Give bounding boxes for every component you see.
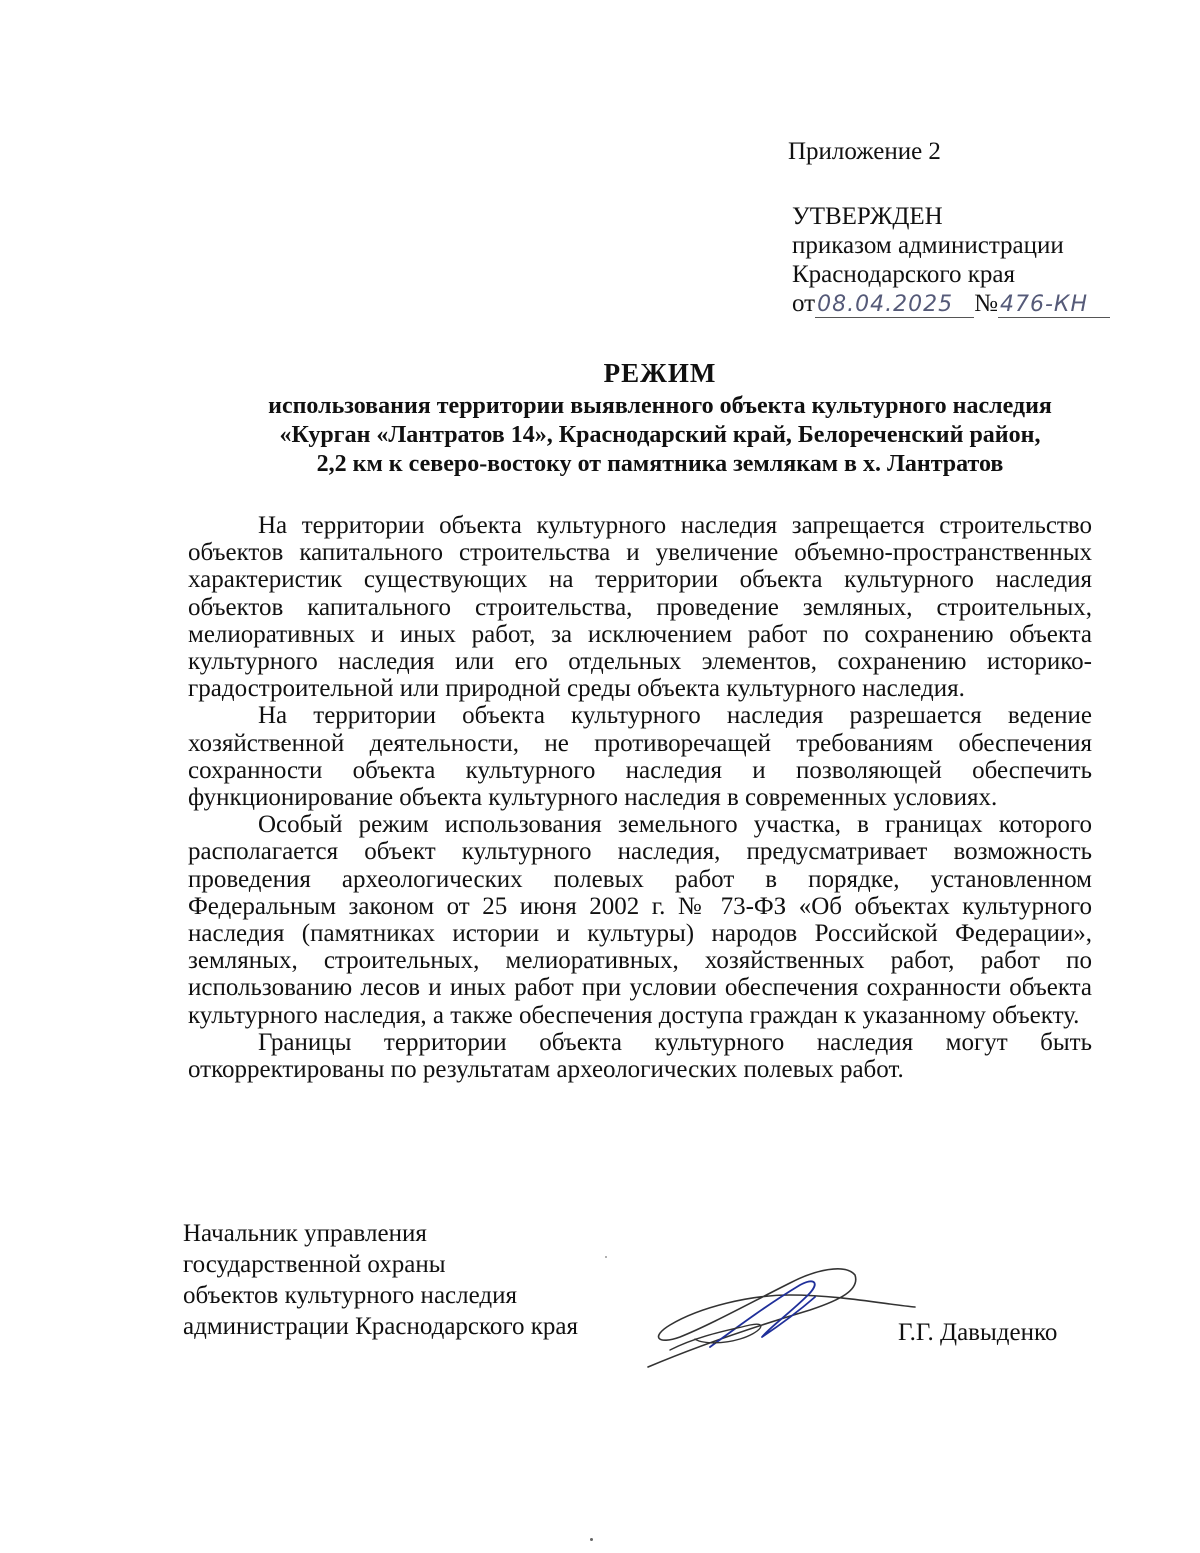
subtitle-line-1: использования территории выявленного объекта культурного наследия: [268, 393, 1052, 419]
signer-position-line-3: объектов культурного наследия: [183, 1282, 517, 1309]
handwritten-signature: [640, 1255, 930, 1375]
signer-position-line-4: администрации Краснодарского края: [183, 1313, 579, 1340]
document-title: РЕЖИМ: [603, 358, 717, 388]
signer-position-line-1: Начальник управления: [183, 1220, 427, 1247]
number-label: №: [974, 290, 998, 317]
scan-dot: [590, 1538, 593, 1541]
approval-line-2: Краснодарского края: [792, 261, 1015, 288]
document-subtitle: [190, 392, 1130, 479]
document-body: [188, 512, 1092, 1083]
subtitle-line-2: «Курган «Лантратов 14», Краснодарский край, Белореченский район,: [279, 422, 1041, 448]
signer-position-line-2: государственной охраны: [183, 1251, 446, 1278]
approval-line-1: приказом администрации: [792, 232, 1064, 259]
signer-name: Г.Г. Давыденко: [898, 1319, 1058, 1346]
handwritten-date: 08.04.2025: [815, 293, 974, 318]
scan-speck: [605, 1256, 607, 1258]
approval-block: [792, 202, 1110, 318]
signature-pen-loop: [670, 1324, 761, 1350]
approval-title: УТВЕРЖДЕН: [792, 203, 943, 230]
paragraph-boundaries: Границы территории объекта культурного наследия могут быть откорректированы по результатам археологических полевых работ.: [188, 1028, 1092, 1084]
subtitle-line-3: 2,2 км к северо-востоку от памятника землякам в х. Лантратов: [316, 451, 1004, 477]
handwritten-number: 476-КН: [998, 293, 1110, 318]
signer-position: [183, 1218, 578, 1342]
paragraph-permissions: На территории объекта культурного наследия разрешается ведение хозяйственной деятельности, не противоречащей требованиям обеспечения сохранности объекта культурного наследия и позволяющей обеспечить функционирование объекта культурного наследия в современных условиях.: [188, 702, 1092, 812]
appendix-label: Приложение 2: [788, 138, 941, 165]
from-label: от: [792, 290, 816, 317]
paragraph-prohibitions: На территории объекта культурного наследия запрещается строительство объектов капитального строительства и увеличение объемно-пространственных характеристик существующих на территории объекта культурного наследия объектов капитального строительства, проведение земляных, строительных, мелиоративных и иных работ, за исключением работ по сохранению объекта культурного наследия или его отдельных элементов, сохранению историко-градостроительной или природной среды объекта культурного наследия.: [188, 512, 1092, 703]
paragraph-special-regime: Особый режим использования земельного участка, в границах которого располагается объект культурного наследия, предусматривает возможность проведения археологических полевых работ в порядке, установленном Федеральным законом от 25 июня 2002 г. № 73-ФЗ «Об объектах культурного наследия (памятниках истории и культуры) народов Российской Федерации», земляных, строительных, мелиоративных, хозяйственных работ, работ по использованию лесов и иных работ при условии обеспечения сохранности объекта культурного наследия, а также обеспечения доступа граждан к указанному объекту.: [188, 811, 1092, 1029]
approval-date-number-line: [792, 289, 1110, 318]
